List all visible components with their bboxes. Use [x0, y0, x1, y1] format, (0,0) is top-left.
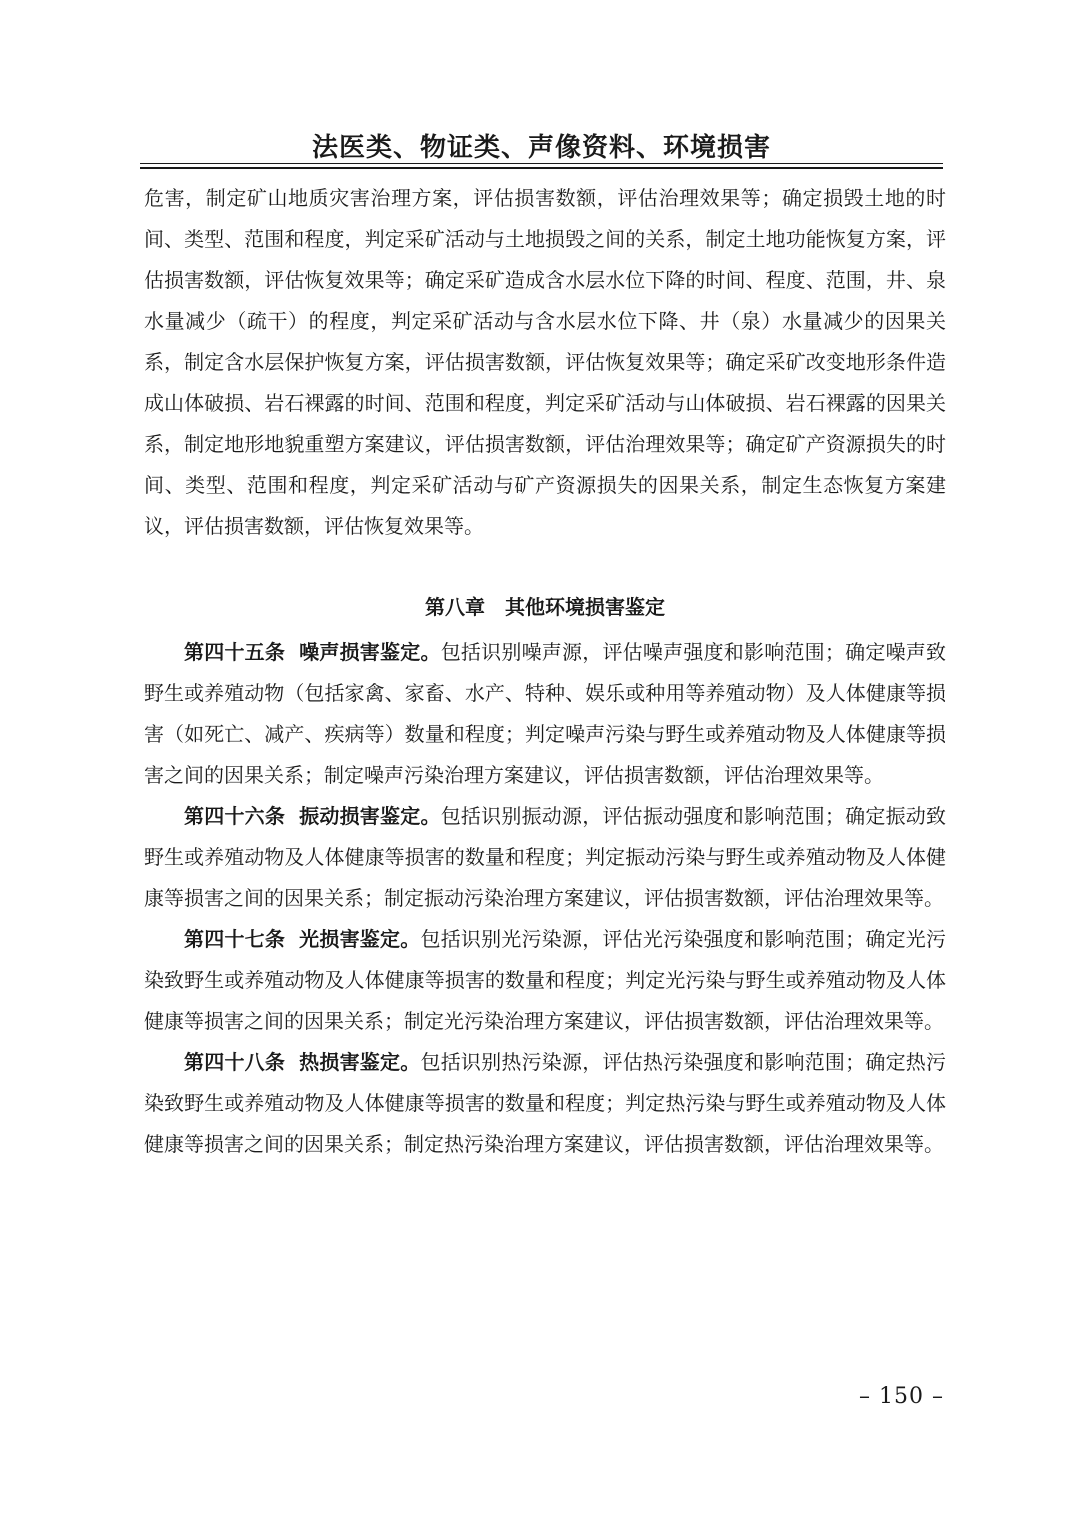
header-rule-thick: [140, 167, 943, 169]
article-text: 包括识别振动源，评估振动强度和影响范围；确定振动致野生或养殖动物及人体健康等损害的数量和程度；判定振动污染与野生或养殖动物及人体健康等损害之间的因果关系；制定振动污染治理方案建议，评估损害数额，评估治理效果等。: [144, 804, 947, 910]
chapter-title: 其他环境损害鉴定: [505, 595, 665, 619]
article-48: [144, 1042, 946, 1165]
article-title: 光损害鉴定。: [299, 927, 421, 951]
page-number: – 150 –: [859, 1384, 944, 1409]
article-text: 包括识别热污染源，评估热污染强度和影响范围；确定热污染致野生或养殖动物及人体健康等损害的数量和程度；判定热污染与野生或养殖动物及人体健康等损害之间的因果关系；制定热污染治理方案建议，评估损害数额，评估治理效果等。: [144, 1050, 947, 1156]
article-text: 包括识别噪声源，评估噪声强度和影响范围；确定噪声致野生或养殖动物（包括家禽、家畜、水产、特种、娱乐或种用等养殖动物）及人体健康等损害（如死亡、减产、疾病等）数量和程度；判定噪声污染与野生或养殖动物及人体健康等损害之间的因果关系；制定噪声污染治理方案建议，评估损害数额，评估治理效果等。: [144, 640, 947, 787]
article-title: 振动损害鉴定。: [299, 804, 441, 828]
article-47: [144, 919, 946, 1042]
article-number: 第四十六条: [184, 804, 286, 828]
page-body: [144, 178, 946, 1165]
chapter-heading: [144, 587, 946, 628]
article-45: [144, 632, 946, 796]
article-number: 第四十五条: [184, 640, 286, 664]
chapter-number: 第八章: [425, 595, 485, 619]
article-text: 包括识别光污染源，评估光污染强度和影响范围；确定光污染致野生或养殖动物及人体健康等损害的数量和程度；判定光污染与野生或养殖动物及人体健康等损害之间的因果关系；制定光污染治理方案建议，评估损害数额，评估治理效果等。: [144, 927, 947, 1033]
article-number: 第四十七条: [184, 927, 286, 951]
article-number: 第四十八条: [184, 1050, 286, 1074]
article-title: 热损害鉴定。: [299, 1050, 421, 1074]
continued-paragraph: 危害，制定矿山地质灾害治理方案，评估损害数额，评估治理效果等；确定损毁土地的时间、类型、范围和程度，判定采矿活动与土地损毁之间的关系，制定土地功能恢复方案，评估损害数额，评估恢复效果等；确定采矿造成含水层水位下降的时间、程度、范围，井、泉水量减少（疏干）的程度，判定采矿活动与含水层水位下降、井（泉）水量减少的因果关系，制定含水层保护恢复方案，评估损害数额，评估恢复效果等；确定采矿改变地形条件造成山体破损、岩石裸露的时间、范围和程度，判定采矿活动与山体破损、岩石裸露的因果关系，制定地形地貌重塑方案建议，评估损害数额，评估治理效果等；确定矿产资源损失的时间、类型、范围和程度，判定采矿活动与矿产资源损失的因果关系，制定生态恢复方案建议，评估损害数额，评估恢复效果等。: [144, 186, 946, 538]
running-head: 法医类、物证类、声像资料、环境损害: [311, 133, 771, 163]
article-title: 噪声损害鉴定。: [299, 640, 441, 664]
article-46: [144, 796, 946, 919]
header-rule-thin: [140, 163, 943, 164]
